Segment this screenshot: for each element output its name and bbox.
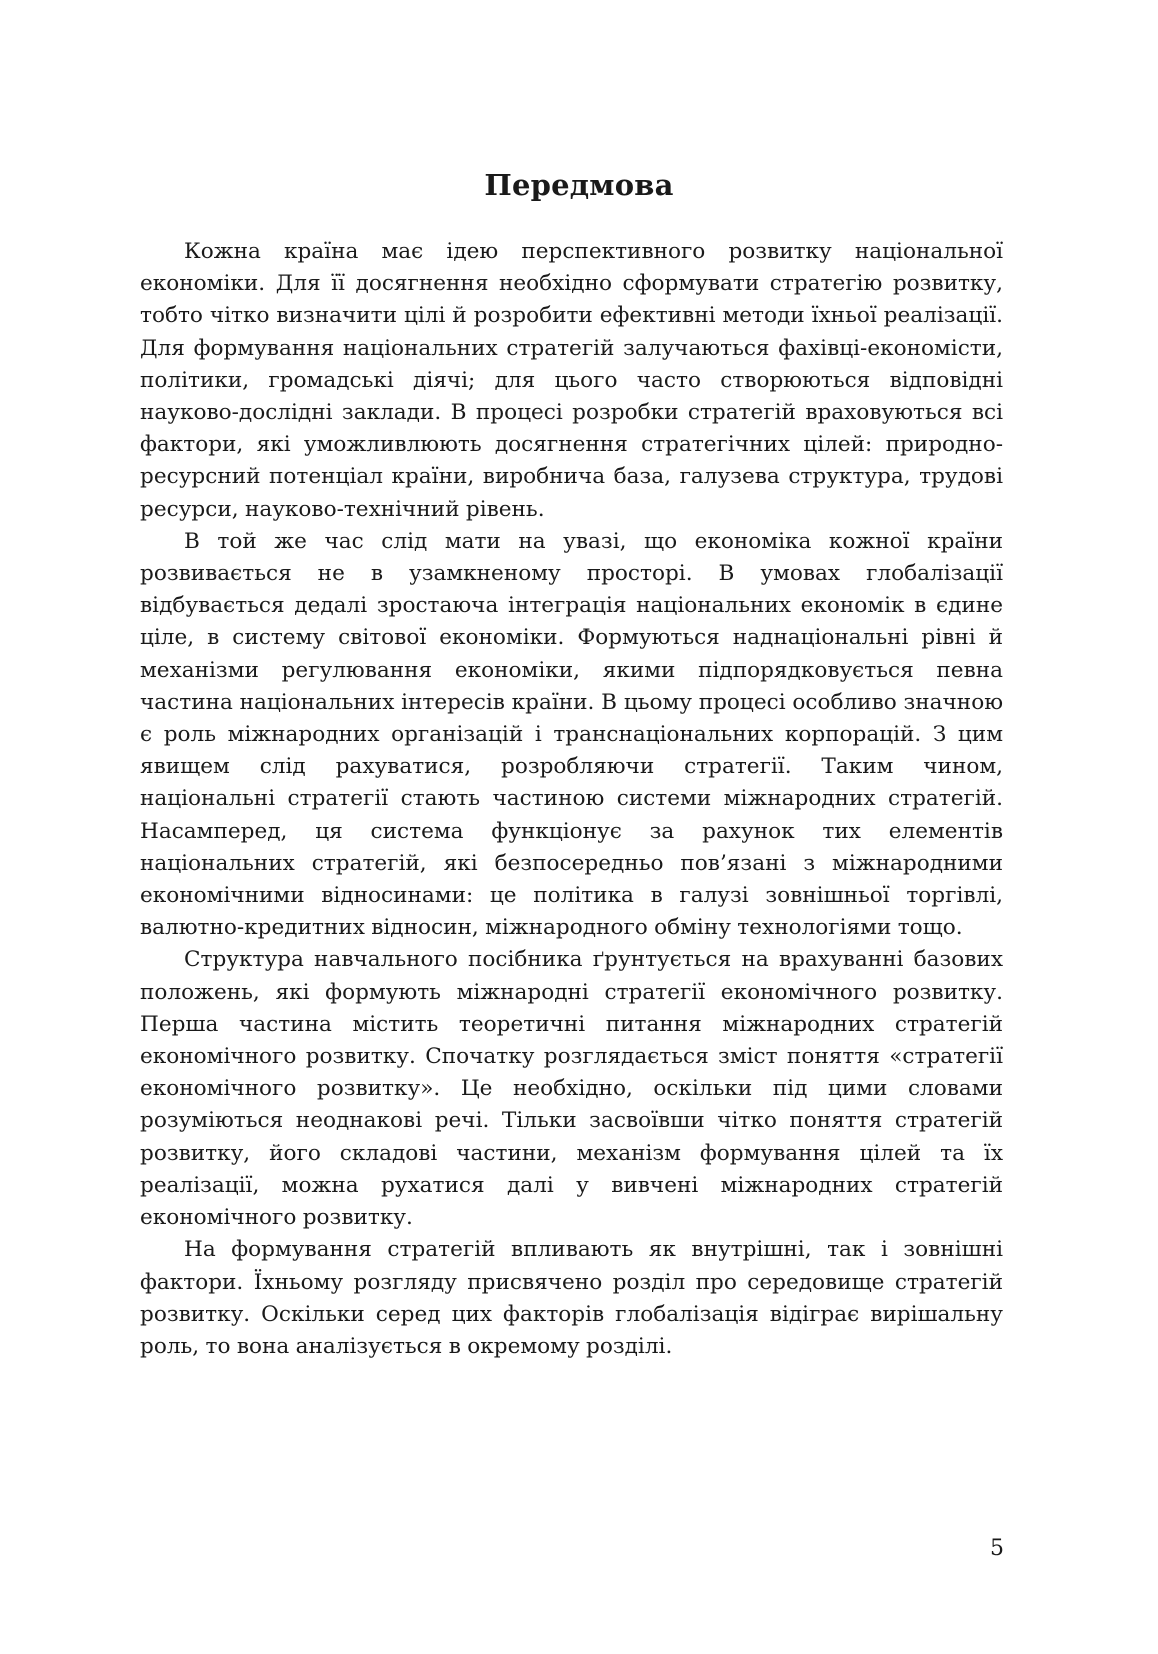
- body-text: [140, 236, 1003, 1363]
- page-number: 5: [990, 1536, 1004, 1561]
- page-title: Передмова: [484, 168, 674, 202]
- paragraph-3: Структура навчального посібника ґрунтується на врахуванні базових положень, які формують міжнародні стратегії економічного розвитку. Перша частина містить теоретичні питання міжнародних стратегій економічного розвитку. Спочатку розглядається зміст поняття «стратегії економічного розвитку». Це необхідно, оскільки під цими словами розуміються неоднакові речі. Тільки засвоївши чітко поняття стратегій розвитку, його складові частини, механізм формування цілей та їх реалізації, можна рухатися далі у вивчені міжнародних стратегій економічного розвитку.: [140, 947, 1003, 1231]
- paragraph-1: Кожна країна має ідею перспективного розвитку національної економіки. Для її досягнення необхідно сформувати стратегію розвитку, тобто чітко визначити цілі й розробити ефективні методи їхньої реалізації. Для формування національних стратегій залучаються фахівці-економісти, політики, громадські діячі; для цього часто створюються відповідні науково-дослідні заклади. В процесі розробки стратегій враховуються всі фактори, які уможливлюють досягнення стратегічних цілей: природно-ресурсний потенціал країни, виробнича база, галузева структура, трудові ресурси, науково-технічний рівень.: [140, 239, 1003, 522]
- paragraph-2: В той же час слід мати на увазі, що економіка кожної країни розвивається не в узамкненому просторі. В умовах глобалізації відбувається дедалі зростаюча інтеграція національних економік в єдине ціле, в систему світової економіки. Формуються наднаціональні рівні й механізми регулювання економіки, якими підпорядковується певна частина національних інтересів країни. В цьому процесі особливо значною є роль міжнародних організацій і транснаціональних корпорацій. З цим явищем слід рахуватися, розробляючи стратегії. Таким чином, національні стратегії стають частиною системи міжнародних стратегій. Насамперед, ця система функціонує за рахунок тих елементів національних стратегій, які безпосередньо пов’язані з міжнародними економічними відносинами: це політика в галузі зовнішньої торгівлі, валютно-кредитних відносин, міжнародного обміну технологіями тощо.: [140, 528, 1003, 941]
- paragraph-4: На формування стратегій впливають як внутрішні, так і зовнішні фактори. Їхньому розгляду присвячено розділ про середовище стратегій розвитку. Оскільки серед цих факторів глобалізація відіграє вирішальну роль, то вона аналізується в окремому розділі.: [140, 1237, 1003, 1359]
